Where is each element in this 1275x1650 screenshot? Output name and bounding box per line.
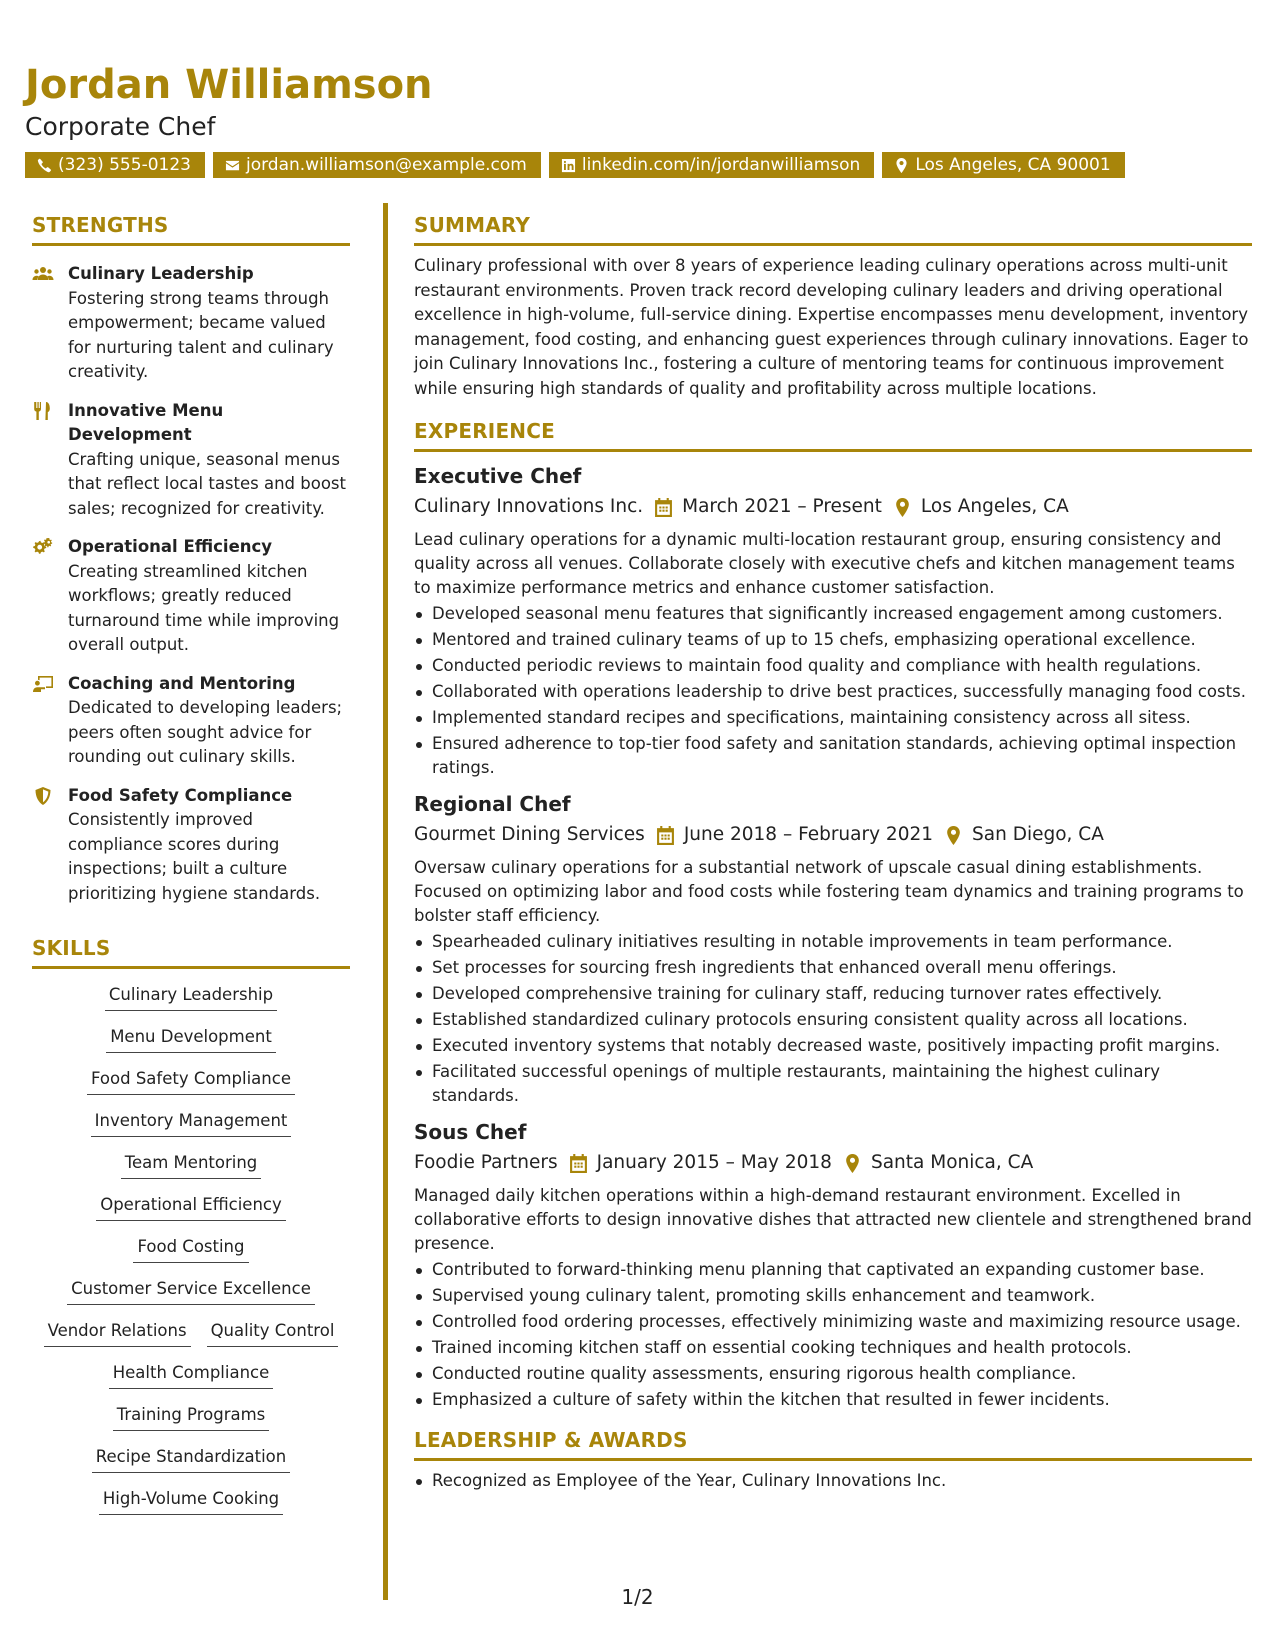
job-bullets: [414, 930, 1252, 1108]
envelope-icon: [225, 158, 240, 173]
bullet-item: Controlled food ordering processes, effectively minimizing waste and maximizing resource usage.: [414, 1310, 1252, 1334]
utensils-icon: [32, 402, 54, 420]
experience-heading: EXPERIENCE: [414, 419, 1252, 452]
skill-tag: Customer Service Excellence: [67, 1277, 315, 1305]
job-dates: June 2018 – February 2021: [683, 824, 934, 845]
contact-location: [882, 152, 1124, 178]
job-company: Foodie Partners: [414, 1152, 558, 1173]
strength-item: [32, 535, 350, 658]
bullet-item: Collaborated with operations leadership to drive best practices, successfully managing food costs.: [414, 680, 1252, 704]
strength-text: Consistently improved compliance scores during inspections; built a culture prioritizing hygiene standards.: [68, 810, 321, 903]
chalkboard-teacher-icon: [32, 675, 54, 693]
calendar-icon: [655, 498, 672, 517]
location-pin-icon: [844, 1154, 861, 1173]
contact-phone-text: (323) 555-0123: [58, 155, 191, 175]
bullet-item: Established standardized culinary protocols ensuring consistent quality across all locations.: [414, 1008, 1252, 1032]
bullet-item: Conducted routine quality assessments, ensuring rigorous health compliance.: [414, 1362, 1252, 1386]
job-meta: [414, 494, 1252, 520]
job-location: Santa Monica, CA: [870, 1152, 1034, 1173]
skill-tag: Food Costing: [133, 1235, 248, 1263]
awards-list: [414, 1469, 1252, 1493]
candidate-name: Jordan Williamson: [25, 62, 433, 108]
users-icon: [32, 265, 54, 283]
job-location: San Diego, CA: [972, 824, 1104, 845]
contact-location-text: Los Angeles, CA 90001: [915, 155, 1111, 175]
bullet-item: Implemented standard recipes and specifications, maintaining consistency across all sitess.: [414, 706, 1252, 730]
experience-section: [414, 419, 1252, 1412]
bullet-item: Contributed to forward-thinking menu planning that captivated an expanding customer base.: [414, 1258, 1252, 1282]
job-meta: [414, 822, 1252, 848]
summary-text: Culinary professional with over 8 years of experience leading culinary operations across multi-unit restaurant environments. Proven track record developing culinary leaders and driving operational excellence in high-volume, full-service dining. Expertise encompasses menu development, inventory management, food costing, and enhancing guest experiences through culinary innovations. Eager to join Culinary Innovations Inc., fostering a culture of mentoring teams for continuous improvement while ensuring high standards of quality and profitability across multiple locations.: [414, 256, 1249, 398]
job-entry: [414, 1118, 1252, 1412]
skill-tag: Recipe Standardization: [92, 1445, 290, 1473]
bullet-item: Trained incoming kitchen staff on essential cooking techniques and health protocols.: [414, 1336, 1252, 1360]
job-bullets: [414, 602, 1252, 780]
strength-item: [32, 784, 350, 907]
location-pin-icon: [945, 826, 962, 845]
bullet-item: Ensured adherence to top-tier food safety and sanitation standards, achieving optimal inspection ratings.: [414, 732, 1252, 780]
strength-title: Innovative Menu Development: [68, 400, 224, 444]
bullet-item: Facilitated successful openings of multiple restaurants, maintaining the highest culinary standards.: [414, 1060, 1252, 1108]
strength-title: Coaching and Mentoring: [68, 673, 296, 693]
contact-email[interactable]: [213, 152, 541, 178]
column-divider: [383, 203, 388, 1600]
job-meta: [414, 1150, 1252, 1176]
job-description: Oversaw culinary operations for a substantial network of upscale casual dining establishments. Focused on optimizing labor and food costs while fostering team dynamics and training programs to bolster staff efficiency.: [414, 858, 1244, 925]
strength-item: [32, 672, 350, 770]
skills-heading: SKILLS: [32, 936, 350, 969]
job-dates: March 2021 – Present: [682, 496, 882, 517]
location-pin-icon: [894, 498, 911, 517]
location-pin-icon: [894, 158, 909, 173]
candidate-title: Corporate Chef: [25, 112, 216, 141]
bullet-item: Developed seasonal menu features that significantly increased engagement among customers.: [414, 602, 1252, 626]
bullet-item: Spearheaded culinary initiatives resulting in notable improvements in team performance.: [414, 930, 1252, 954]
shield-icon: [32, 787, 54, 805]
job-location: Los Angeles, CA: [920, 496, 1069, 517]
linkedin-icon: [561, 158, 576, 173]
strength-title: Food Safety Compliance: [68, 785, 293, 805]
strength-item: [32, 262, 350, 385]
job-title: Executive Chef: [414, 464, 582, 488]
strength-text: Dedicated to developing leaders; peers often sought advice for rounding out culinary skills.: [68, 698, 343, 766]
job-title: Regional Chef: [414, 792, 571, 816]
awards-section: [414, 1428, 1252, 1493]
skill-tag: Training Programs: [113, 1403, 270, 1431]
strengths-heading: STRENGTHS: [32, 213, 350, 246]
skills-section: [32, 936, 350, 1529]
contact-email-text: jordan.williamson@example.com: [245, 155, 527, 175]
summary-heading: SUMMARY: [414, 213, 1252, 246]
strength-text: Creating streamlined kitchen workflows; greatly reduced turnaround time while improving overall output.: [68, 561, 340, 654]
calendar-icon: [657, 826, 674, 845]
phone-icon: [37, 158, 52, 173]
job-dates: January 2015 – May 2018: [596, 1152, 832, 1173]
skills-list: [32, 983, 350, 1529]
skill-tag: Culinary Leadership: [105, 983, 277, 1011]
skill-tag: Vendor Relations: [44, 1319, 191, 1347]
gears-icon: [32, 538, 54, 556]
bullet-item: Developed comprehensive training for culinary staff, reducing turnover rates effectively.: [414, 982, 1252, 1006]
strength-title: Operational Efficiency: [68, 537, 273, 556]
strengths-list: [32, 262, 350, 906]
contact-linkedin-text: linkedin.com/in/jordanwilliamson: [581, 155, 861, 175]
right-column: [414, 213, 1252, 1495]
bullet-item: Supervised young culinary talent, promoting skills enhancement and teamwork.: [414, 1284, 1252, 1308]
skill-tag: Operational Efficiency: [96, 1193, 286, 1221]
contact-linkedin[interactable]: [549, 152, 874, 178]
skill-tag: High-Volume Cooking: [99, 1487, 283, 1515]
skill-tag: Food Safety Compliance: [87, 1067, 295, 1095]
job-title: Sous Chef: [414, 1120, 527, 1144]
page-number: 1/2: [621, 1585, 654, 1609]
strength-text: Fostering strong teams through empowerment; became valued for nurturing talent and culinary creativity.: [68, 288, 334, 381]
job-company: Gourmet Dining Services: [414, 824, 645, 845]
left-column: [32, 213, 350, 1529]
strength-text: Crafting unique, seasonal menus that reflect local tastes and boost sales; recognized for creativity.: [68, 449, 347, 518]
bullet-item: Executed inventory systems that notably decreased waste, positively impacting profit margins.: [414, 1034, 1252, 1058]
strength-item: [32, 399, 350, 522]
awards-heading: LEADERSHIP & AWARDS: [414, 1428, 1252, 1461]
award-item: Recognized as Employee of the Year, Culinary Innovations Inc.: [414, 1469, 1252, 1493]
skill-tag: Quality Control: [207, 1319, 339, 1347]
job-description: Managed daily kitchen operations within a high-demand restaurant environment. Excelled in collaborative efforts to design innovative dishes that attracted new clientele and strengthened brand presence.: [414, 1186, 1252, 1253]
skill-tag: Health Compliance: [109, 1361, 274, 1389]
job-company: Culinary Innovations Inc.: [414, 496, 644, 517]
bullet-item: Emphasized a culture of safety within the kitchen that resulted in fewer incidents.: [414, 1388, 1252, 1412]
calendar-icon: [570, 1154, 587, 1173]
strength-title: Culinary Leadership: [68, 264, 254, 283]
skill-tag: Inventory Management: [91, 1109, 292, 1137]
bullet-item: Set processes for sourcing fresh ingredients that enhanced overall menu offerings.: [414, 956, 1252, 980]
bullet-item: Conducted periodic reviews to maintain food quality and compliance with health regulations.: [414, 654, 1252, 678]
bullet-item: Mentored and trained culinary teams of up to 15 chefs, emphasizing operational excellence.: [414, 628, 1252, 652]
job-entry: [414, 462, 1252, 780]
job-bullets: [414, 1258, 1252, 1412]
skill-tag: Team Mentoring: [121, 1151, 262, 1179]
skill-tag: Menu Development: [106, 1025, 276, 1053]
job-entry: [414, 790, 1252, 1108]
job-description: Lead culinary operations for a dynamic multi-location restaurant group, ensuring consistency and quality across all venues. Collaborate closely with executive chefs and kitchen management teams to maximize performance metrics and enhance customer satisfaction.: [414, 530, 1235, 597]
contact-bar: [25, 152, 1125, 178]
contact-phone[interactable]: [25, 152, 205, 178]
